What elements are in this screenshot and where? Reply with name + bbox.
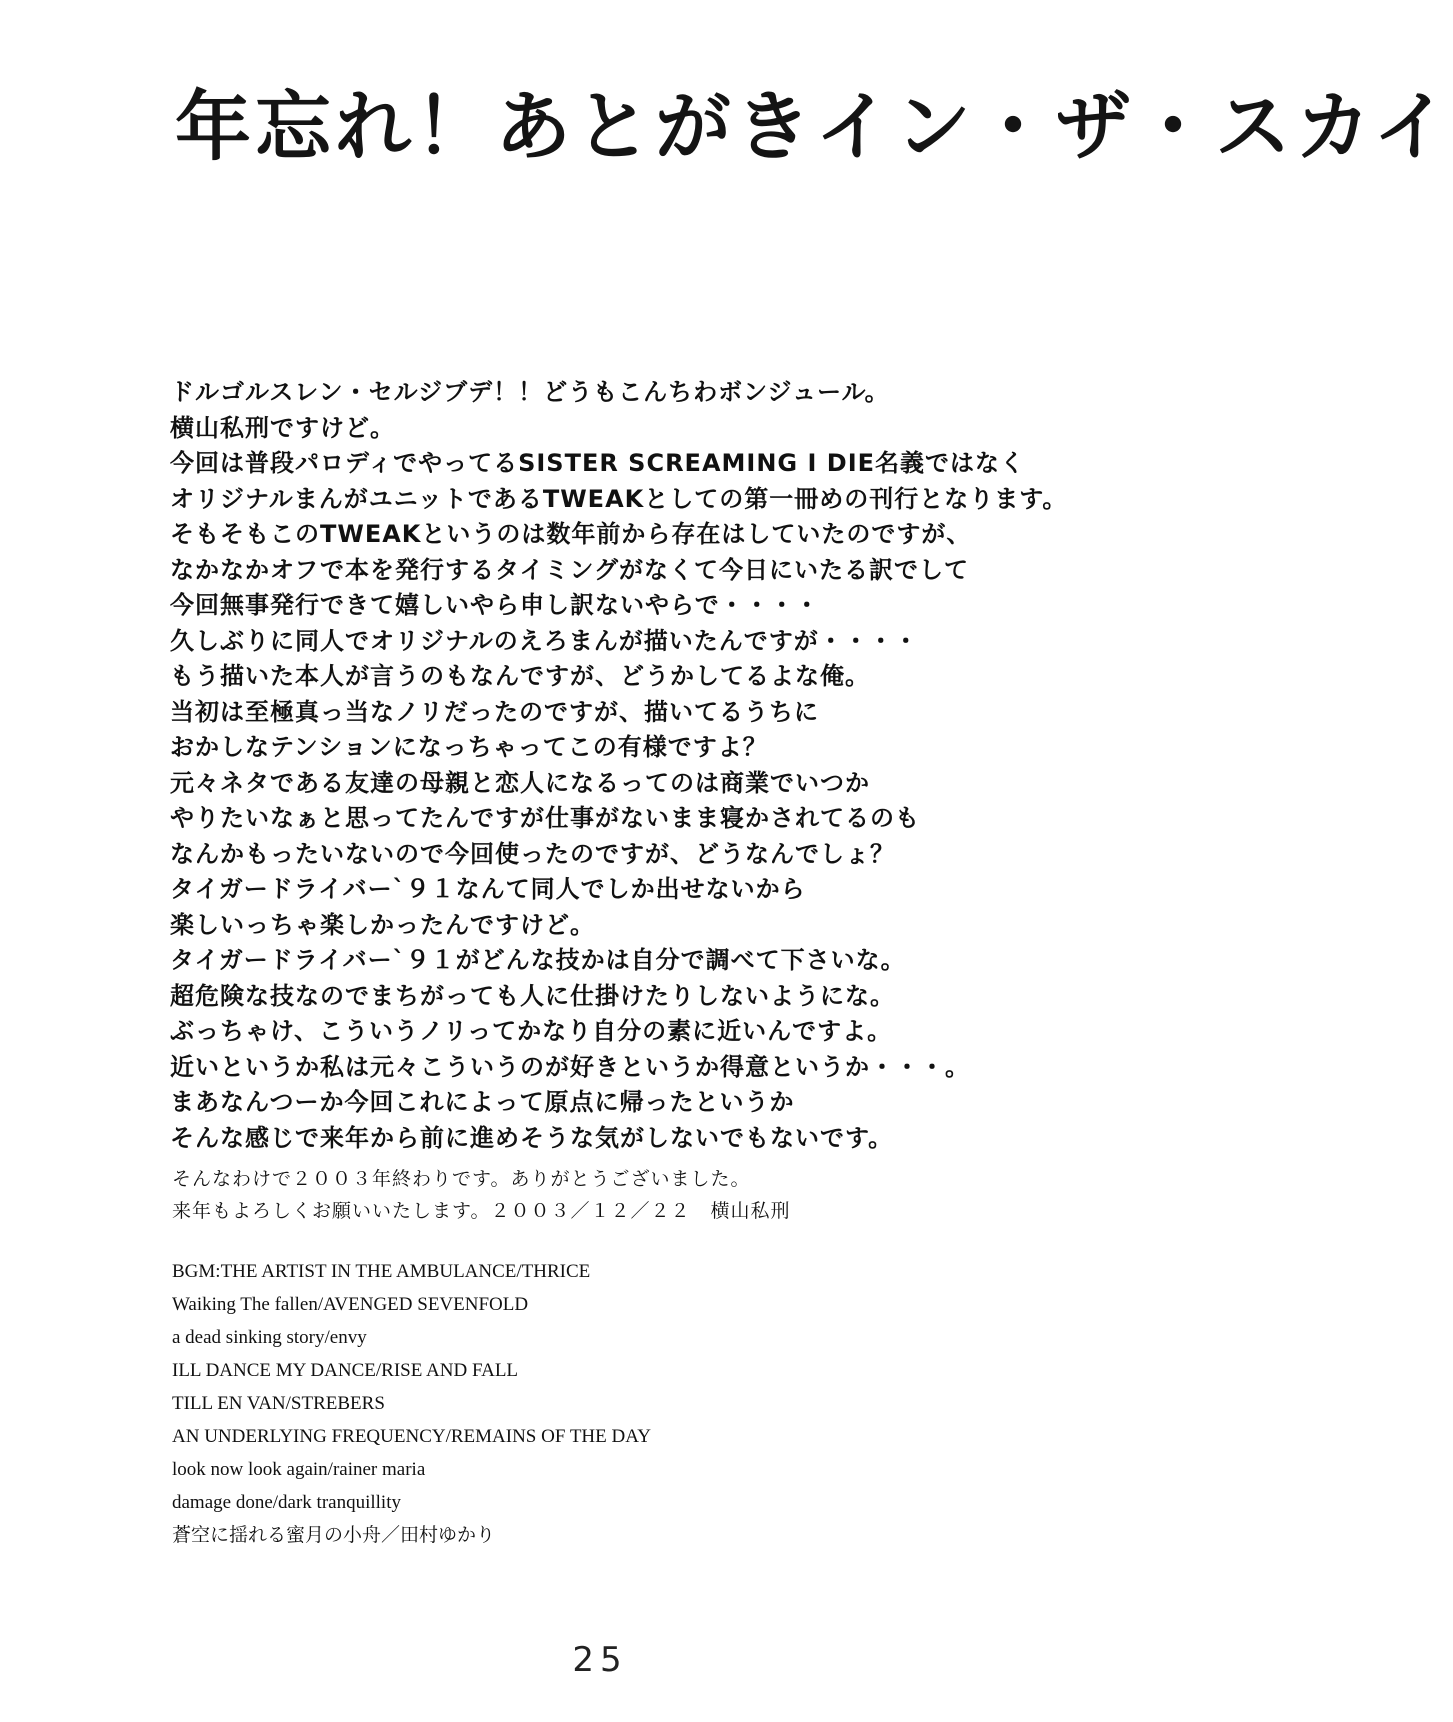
body-line: オリジナルまんがユニットであるTWEAKとしての第一冊めの刊行となります。 [170,484,1068,513]
body-line: 超危険な技なのでまちがっても人に仕掛けたりしないようにな。 [170,981,895,1010]
page-title: 年忘れ！あとがきイン・ザ・スカイ [175,82,1453,171]
bgm-item: TILL EN VAN/STREBERS [172,1393,385,1414]
body-line: 当初は至極真っ当なノリだったのですが、描いてるうちに [170,697,820,726]
body-line: 今回無事発行できて嬉しいやら申し訳ないやらで・・・・ [170,591,820,619]
body-line: ぶっちゃけ、こういうノリってかなり自分の素に近いんですよ。 [170,1017,893,1045]
closing-note [172,1163,1072,1227]
body-line: おかしなテンションになっちゃってこの有様ですよ？ [170,733,768,761]
afterword-body [170,375,1100,1156]
bgm-item: BGM:THE ARTIST IN THE AMBULANCE/THRICE [172,1261,591,1282]
body-line: なかなかオフで本を発行するタイミングがなくて今日にいたる訳でして [170,555,970,584]
body-line: なんかもったいないので今回使ったのですが、どうなんでしょ？ [170,839,895,868]
bgm-item: a dead sinking story/envy [172,1327,367,1348]
page-number: 25 [572,1640,628,1680]
body-line: まあなんつーか今回これによって原点に帰ったというか [170,1088,795,1116]
body-line: そんな感じで来年から前に進めそうな気がしないでもないです。 [170,1123,894,1152]
bgm-item: 蒼空に揺れる蜜月の小舟／田村ゆかり [172,1525,496,1546]
bgm-item: look now look again/rainer maria [172,1459,426,1480]
bgm-item: Waiking The fallen/AVENGED SEVENFOLD [172,1294,529,1315]
bgm-item: ILL DANCE MY DANCE/RISE AND FALL [172,1360,519,1381]
body-line: タイガードライバー`９１なんて同人でしか出せないから [170,875,806,903]
body-line: 楽しいっちゃ楽しかったんですけど。 [170,910,595,939]
body-line: 久しぶりに同人でオリジナルのえろまんが描いたんですが・・・・ [170,626,919,655]
body-line: もう描いた本人が言うのもなんですが、どうかしてるよな俺。 [170,662,870,690]
closing-line: 来年もよろしくお願いいたします。２００３／１２／２２ 横山私刑 [172,1200,791,1222]
body-line: 今回は普段パロディでやってるSISTER SCREAMING I DIE名義ではなく [170,449,1026,477]
body-line: ドルゴルスレン・セルジブデ！！どうもこんちわボンジュール。 [170,378,890,406]
bgm-item: AN UNDERLYING FREQUENCY/REMAINS OF THE DAY [172,1426,651,1447]
body-line: 元々ネタである友達の母親と恋人になるってのは商業でいつか [170,768,870,797]
body-line: タイガードライバー`９１がどんな技かは自分で調べて下さいな。 [170,946,906,974]
body-line: 近いというか私は元々こういうのが好きというか得意というか・・・。 [170,1052,970,1081]
body-line: そもそもこのTWEAKというのは数年前から存在はしていたのですが、 [170,520,972,548]
bgm-list [172,1255,972,1552]
body-line: やりたいなぁと思ってたんですが仕事がないまま寝かされてるのも [170,804,920,832]
closing-line: そんなわけで２００３年終わりです。ありがとうございました。 [172,1168,751,1190]
bgm-item: damage done/dark tranquillity [172,1492,401,1513]
body-line: 横山私刑ですけど。 [170,413,395,442]
